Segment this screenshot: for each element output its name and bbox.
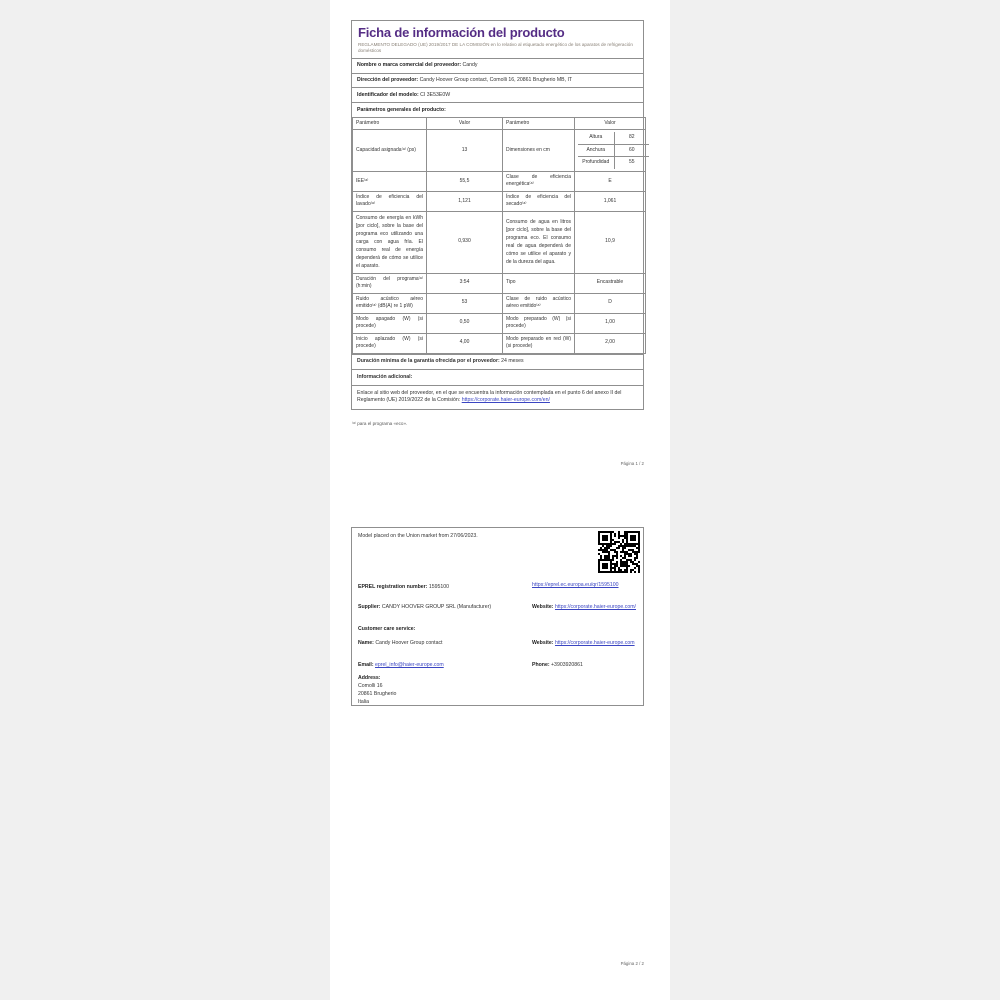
value-capacity: 13 xyxy=(427,130,503,172)
header-parametro-1: Parámetro xyxy=(353,117,427,130)
value-duration: 3:54 xyxy=(427,273,503,293)
param-dimensions: Dimensiones en cm xyxy=(503,130,575,172)
footnote-eco-program: ⁽ᵃ⁾ para el programa «eco». xyxy=(352,421,408,426)
value-energy-class: E xyxy=(575,171,646,191)
email-row xyxy=(358,662,444,669)
address-label: Address: xyxy=(358,675,381,681)
supplier-website-link[interactable]: https://corporate.haier-europe.com/en/ xyxy=(461,397,550,404)
email-link[interactable]: eprel_info@haier-europe.com xyxy=(375,662,444,668)
website2-label: Website: xyxy=(532,640,555,646)
dimensions-subtable xyxy=(575,130,646,172)
field-address-label: Dirección del proveedor: xyxy=(357,77,420,84)
eprel-link[interactable]: https://eprel.ec.europa.eu/qr/1595100 xyxy=(532,582,619,588)
table-row xyxy=(353,171,646,191)
value-dry-index: 1,061 xyxy=(575,191,646,211)
field-address xyxy=(352,73,643,88)
param-noise: Ruido acústico aéreo emitido⁽ᵃ⁾ (dB(A) re 1 pW) xyxy=(353,293,427,313)
value-standby-mode: 1,00 xyxy=(575,313,646,333)
website2-row xyxy=(532,640,642,647)
address-block xyxy=(358,674,396,706)
supplier-row xyxy=(358,604,530,611)
supplier-value: CANDY HOOVER GROUP SRL (Manufacturer) xyxy=(381,604,492,610)
eprel-link-cell xyxy=(532,582,642,589)
address-line-1: Comolli 16 xyxy=(358,683,383,690)
website2-link[interactable]: https://corporate.haier-europe.com xyxy=(554,640,635,646)
value-iee: 55,5 xyxy=(427,171,503,191)
website1-label: Website: xyxy=(532,604,555,610)
table-row xyxy=(353,191,646,211)
dim-width-label: Anchura xyxy=(578,144,614,157)
param-networked-standby: Modo preparado en red (W) (si procede) xyxy=(503,333,575,353)
market-placement-text: Model placed on the Union market from 27/06/2023. xyxy=(358,533,478,539)
field-brand xyxy=(352,58,643,73)
page-number-1: Página 1 / 2 xyxy=(620,461,644,466)
dim-depth-value: 55 xyxy=(614,157,649,169)
eprel-value: 1595100 xyxy=(428,584,450,590)
table-row xyxy=(353,313,646,333)
header-valor-2: Valor xyxy=(575,117,646,130)
page-number-2: Página 2 / 2 xyxy=(620,961,644,966)
document-page-2 xyxy=(351,527,644,706)
param-energy-consumption: Consumo de energía en kWh [por ciclo], sobre la base del programa eco utilizando una carga con agua fría. El consumo real de energía dependerá de cómo se utilice el aparato. xyxy=(353,211,427,273)
value-water-consumption: 10,9 xyxy=(575,211,646,273)
value-noise-class: D xyxy=(575,293,646,313)
field-address-value: Candy Hoover Group contact, Comolli 16, 20861 Brugherio MB, IT xyxy=(419,77,573,84)
warranty-label: Duración mínima de la garantía ofrecida por el proveedor: xyxy=(357,358,502,364)
table-row xyxy=(353,211,646,273)
param-duration: Duración del programa⁽ᵃ⁾ (h:min) xyxy=(353,273,427,293)
param-standby-mode: Modo preparado (W) (si procede) xyxy=(503,313,575,333)
param-off-mode: Modo apagado (W) (si procede) xyxy=(353,313,427,333)
param-dry-index: Índice de eficiencia del secado⁽ᵃ⁾ xyxy=(503,191,575,211)
field-model-label: Identificador del modelo: xyxy=(357,91,421,98)
website1-link[interactable]: https://corporate.haier-europe.com/ xyxy=(554,604,636,610)
dim-height-label: Altura xyxy=(578,132,614,144)
value-energy-consumption: 0,930 xyxy=(427,211,503,273)
address-line-2: 20861 Brugherio xyxy=(358,691,397,698)
table-row xyxy=(353,293,646,313)
field-model xyxy=(352,87,643,102)
pdf-sheet xyxy=(330,0,670,1000)
phone-label: Phone: xyxy=(532,662,552,668)
field-brand-value: Candy xyxy=(462,62,478,69)
param-capacity: Capacidad asignada⁽ᵃ⁾ (ps) xyxy=(353,130,427,172)
eprel-label: EPREL registration number: xyxy=(358,584,429,590)
value-networked-standby: 2,00 xyxy=(575,333,646,353)
website1-row xyxy=(532,604,642,611)
table-header-row xyxy=(353,117,646,130)
address-line-3: Italia xyxy=(358,699,369,706)
table-row xyxy=(353,333,646,353)
email-label: Email: xyxy=(358,662,376,668)
table-row xyxy=(353,273,646,293)
additional-info-text: Enlace al sitio web del proveedor, en el que se encuentra la información contemplada en el punto 6 del anexo II del Reglamento (UE) 2019/2022 de la Comisión: https://corporate.haier-europe.com/en/ xyxy=(352,385,643,409)
param-wash-index: Índice de eficiencia del lavado⁽ᵃ⁾ xyxy=(353,191,427,211)
parameters-table xyxy=(352,117,646,354)
header-valor-1: Valor xyxy=(427,117,503,130)
param-iee: IEE⁽ᵃ⁾ xyxy=(353,171,427,191)
eprel-number-row xyxy=(358,584,449,591)
field-brand-label: Nombre o marca comercial del proveedor: xyxy=(357,62,463,69)
warranty-row xyxy=(352,354,643,370)
regulation-subtitle: REGLAMENTO DELEGADO (UE) 2019/2017 DE LA COMISIÓN en lo relativo al etiquetado energético de los aparatos de refrigeración domésticos xyxy=(358,42,633,54)
value-off-mode: 0,50 xyxy=(427,313,503,333)
contact-name-label: Name: xyxy=(358,640,376,646)
header-parametro-2: Parámetro xyxy=(503,117,575,130)
customer-care-heading: Customer care service: xyxy=(358,626,416,632)
param-type: Tipo xyxy=(503,273,575,293)
value-wash-index: 1,121 xyxy=(427,191,503,211)
additional-info-heading: Información adicional: xyxy=(352,369,643,385)
contact-name-value: Candy Hoover Group contact xyxy=(375,640,443,646)
dim-width-value: 60 xyxy=(614,144,649,157)
phone-value: +3903920861 xyxy=(551,662,583,668)
contact-name-row xyxy=(358,640,443,647)
warranty-value: 24 meses xyxy=(501,358,524,364)
param-delayed-start: Inicio aplazado (W) (si procede) xyxy=(353,333,427,353)
table-row xyxy=(353,130,646,172)
page-title: Ficha de información del producto xyxy=(358,25,565,40)
params-heading: Parámetros generales del producto: xyxy=(352,102,643,117)
qr-code xyxy=(598,531,640,573)
supplier-label: Supplier: xyxy=(358,604,382,610)
param-water-consumption: Consumo de agua en litros [por ciclo], sobre la base del programa eco. El consumo real de agua dependerá de cómo se utilice el aparato y de la dureza del agua. xyxy=(503,211,575,273)
phone-row xyxy=(532,662,583,669)
param-energy-class: Clase de eficiencia energética⁽ᵃ⁾ xyxy=(503,171,575,191)
title-block xyxy=(352,21,643,58)
value-delayed-start: 4,00 xyxy=(427,333,503,353)
field-model-value: CI 3E53E0W xyxy=(420,91,451,98)
dim-depth-label: Profundidad xyxy=(578,157,614,169)
value-noise: 53 xyxy=(427,293,503,313)
dim-height-value: 82 xyxy=(614,132,649,144)
value-type: Encastrable xyxy=(575,273,646,293)
param-noise-class: Clase de ruido acústico aéreo emitido⁽ᵃ⁾ xyxy=(503,293,575,313)
document-page-1 xyxy=(351,20,644,410)
